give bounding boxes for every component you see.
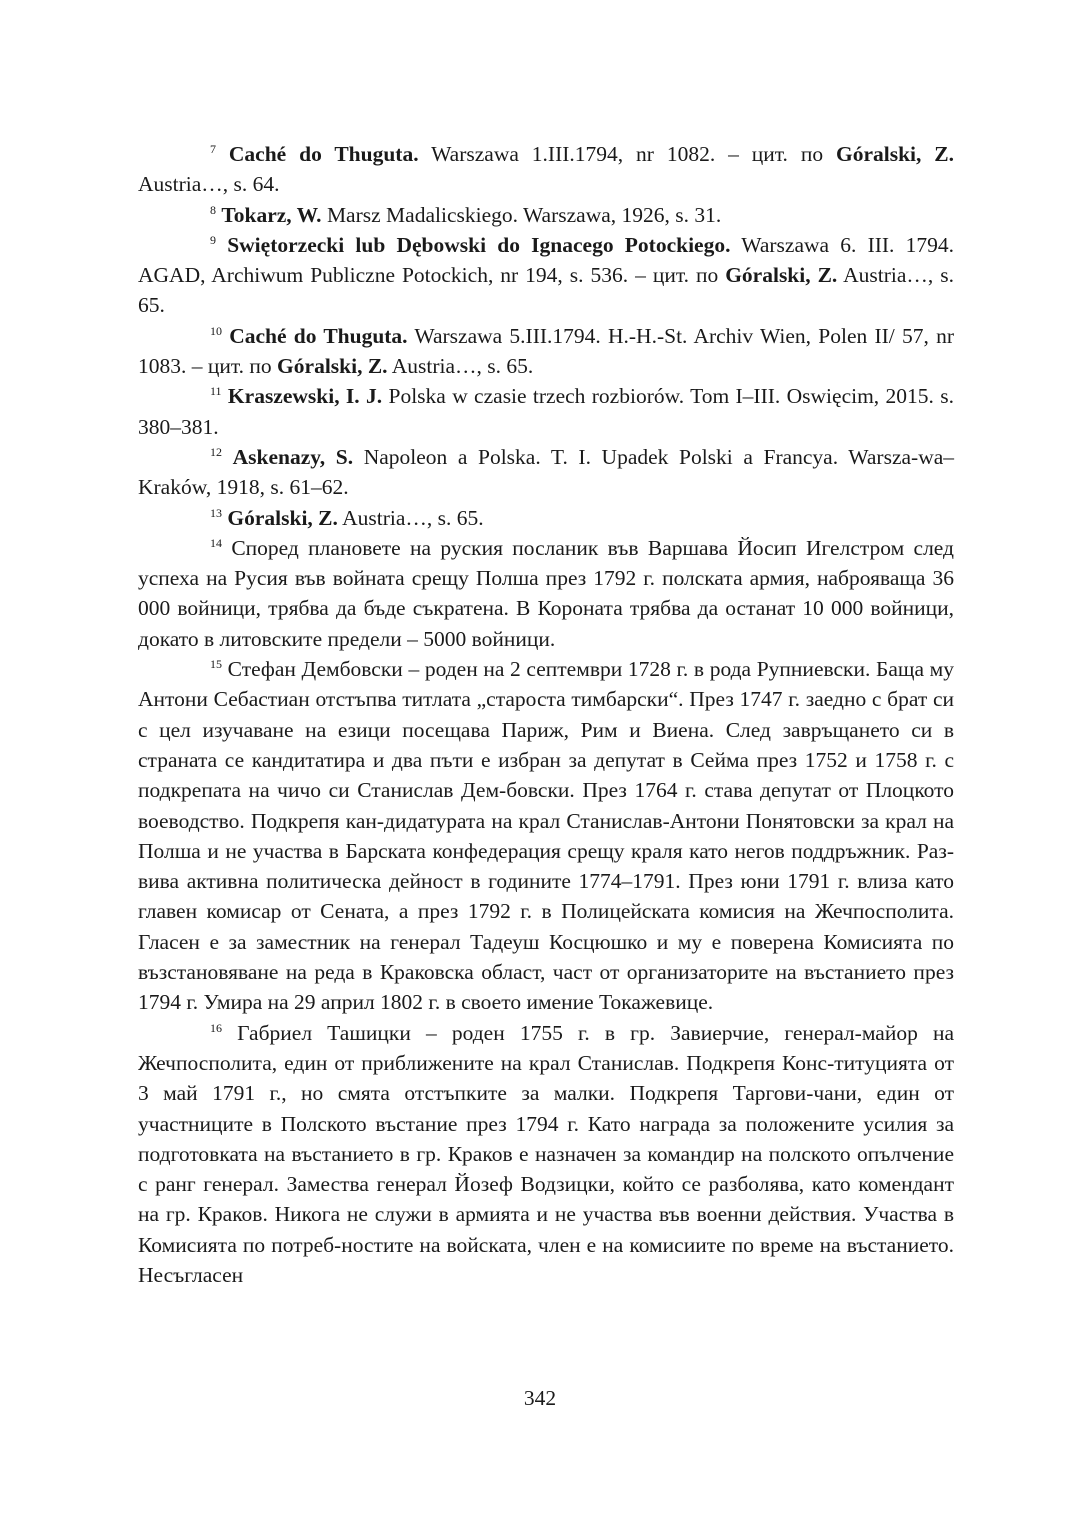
footnote-text: Warszawa 5.III.1794. H.-H.-St. Archiv Wien, Polen II/ 57, nr 1083. – цит. по xyxy=(138,323,954,379)
footnote-text: Warszawa 6. III. 1794. AGAD, Archiwum Publiczne Potockich, nr 194, s. 536. – цит. по xyxy=(138,232,954,288)
footnote-text: Polska w czasie trzech rozbiorów. Tom I–III. Oswięcim, 2015. s. 380–381. xyxy=(138,384,954,439)
footnote xyxy=(138,321,954,382)
footnote-number: 11 xyxy=(210,384,222,399)
footnote-text: Warszawa 1.III.1794, nr 1082. – цит. по xyxy=(418,142,836,166)
footnote-bold-text: Góralski, Z. xyxy=(835,142,955,166)
footnote xyxy=(138,230,954,321)
footnote-bold-text: Kraszewski, I. J. xyxy=(227,384,383,409)
footnote xyxy=(138,533,954,654)
footnote-bold-text: Askenazy, S. xyxy=(232,444,354,469)
footnote xyxy=(138,200,954,230)
footnote-bold-text: Góralski, Z. xyxy=(227,505,338,530)
footnote-text: Austria…, s. 64. xyxy=(138,172,280,197)
footnotes-block xyxy=(138,139,954,1290)
footnote xyxy=(138,381,954,442)
footnote-bold-text: Tokarz, W. xyxy=(221,202,322,227)
footnote-text: Marsz Madalicskiego. Warszawa, 1926, s. 31. xyxy=(321,202,722,227)
footnote-number: 12 xyxy=(210,444,222,459)
footnote-text: Austria…, s. 65. xyxy=(337,505,484,530)
footnote-bold-text: Caché do Thuguta. xyxy=(228,142,419,166)
footnote-bold-text: Góralski, Z. xyxy=(725,263,838,288)
footnote-text: Според плановете на руския посланик във Варшава Йосип Игелстром след успеха на Русия във войната срещу Полша през 1792 г. полската армия, наброяваща 36 000 войници, трябва да бъде съкратена. В Короната трябва да останат 10 000 войници, докато в литовските предели – 5000 войници. xyxy=(138,535,955,651)
footnote-text: Габриел Ташицки – роден 1755 г. в гр. Завиерчие, генерал-майор на Жечпосполита, един от приближените на крал Станислав. Подкрепя Конс-титуцията от 3 май 1791 г., но смята отстъпките за малки. Подкрепя Таргови-чани, един от участниците в Полското въстание през 1794 г. Като награда за положените усилия за подготовката на въстанието в гр. Краков е назначен за командир на полското опълчение с ранг генерал. Замества генерал Йозеф Водзицки, който се разболява, като комендант на гр. Краков. Никога не служи в армията и не участва във военни действия. Участва в Комисията по потреб-ностите на войската, член е на комисиите по време на въстанието. Несъгласен xyxy=(138,1020,955,1287)
footnote-number: 7 xyxy=(210,142,216,156)
footnote-number: 8 xyxy=(210,202,216,217)
footnote-number: 14 xyxy=(210,535,222,550)
footnote xyxy=(138,503,954,533)
footnote-number: 15 xyxy=(210,657,222,672)
footnote xyxy=(138,1018,954,1291)
footnote-text: Napoleon a Polska. T. I. Upadek Polski a Francya. Warsza-wa–Kraków, 1918, s. 61–62. xyxy=(138,444,955,500)
footnote-bold-text: Góralski, Z. xyxy=(277,354,388,379)
page-number: 342 xyxy=(523,1386,557,1410)
footnote xyxy=(138,654,954,1018)
footnote-number: 13 xyxy=(210,505,222,520)
footnote-number: 9 xyxy=(210,232,216,247)
footnote-number: 10 xyxy=(210,323,222,338)
footnote-bold-text: Caché do Thuguta. xyxy=(229,323,408,348)
footnote-text: Стефан Дембовски – роден на 2 септември 1728 г. в рода Рупниевски. Баща му Антони Себастиан отстъпва титлата „староста тимбарски“. През 1747 г. заедно с брат си с цел изучаване на езици посещава Париж, Рим и Виена. След завръщането си в страната се кандитатира и два пъти е избран за депутат в Сейма през 1752 и 1758 г. с подкрепата на чичо си Станислав Дем-бовски. През 1764 г. става депутат от Плоцкото воеводство. Подкрепя кан-дидатурата на крал Станислав-Антони Понятовски за крал на Полша и не участва в Барската конфедерация срещу краля като негов поддръжник. Раз-вива активна политическа дейност в годините 1774–1791. През юни 1791 г. влиза като главен комисар от Сената, а през 1792 г. в Полицейската комисия на Жечпосполита. Гласен е за заместник на генерал Тадеуш Косцюшко и му е поверена Комисията по възстановяване на реда в Краковска област, част от организаторите на въстанието през 1794 г. Умира на 29 април 1802 г. в своето имение Токажевице. xyxy=(138,657,954,1015)
footnote-number: 16 xyxy=(210,1020,222,1035)
footnote-bold-text: Swiętorzecki lub Dębowski do Ignacego Potockiego. xyxy=(227,232,731,257)
footnote xyxy=(138,442,954,503)
footnote-text: Austria…, s. 65. xyxy=(138,263,954,318)
footnote xyxy=(138,139,954,200)
footnote-text: Austria…, s. 65. xyxy=(387,354,534,379)
